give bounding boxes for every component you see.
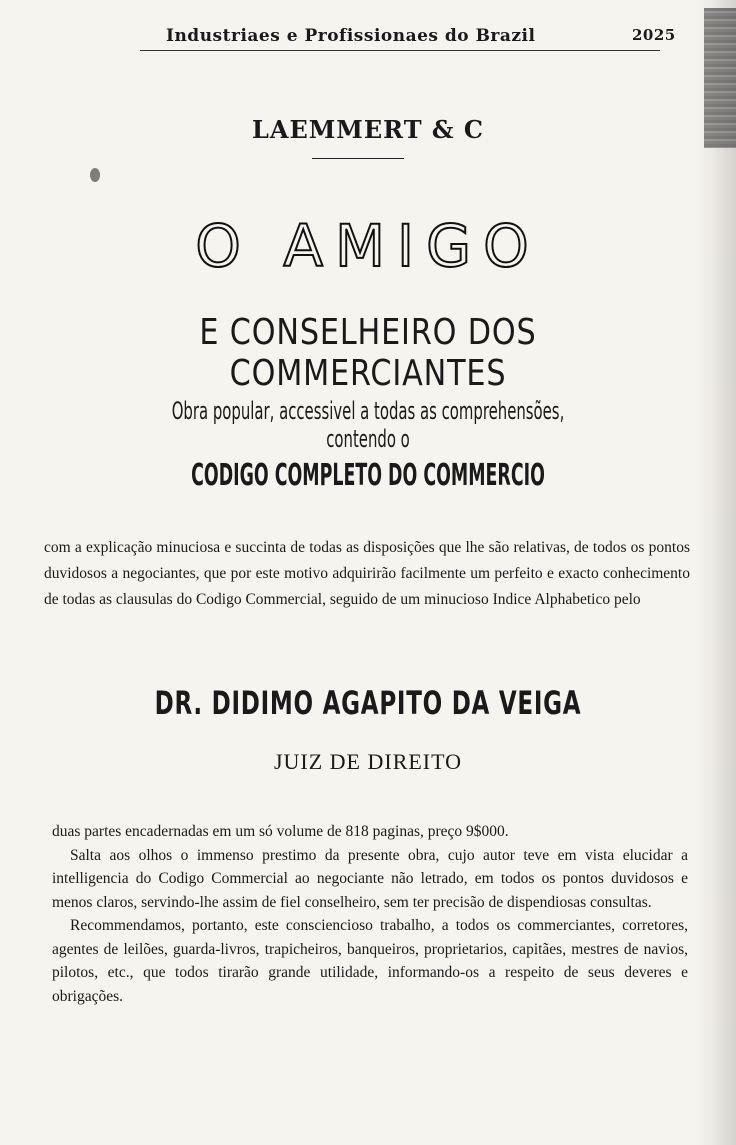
book-subtitle: E CONSELHEIRO DOS COMMERCIANTES	[199, 312, 537, 394]
publisher-name: LAEMMERT & C	[251, 115, 485, 144]
author-name: DR. DIDIMO AGAPITO DA VEIGA	[154, 684, 582, 722]
book-tagline: Obra popular, accessivel a todas as comprehensões, contendo o	[171, 397, 565, 453]
author-title: JUIZ DE DIREITO	[273, 749, 463, 774]
running-title: Industriaes e Profissionaes do Brazil	[166, 26, 536, 46]
description-text: com a explicação minuciosa e succinta de todas as disposições que lhe são relativas, de todos os pontos duvidosos a negociantes, que por este motivo adquirirão facilmente um perfeito e exacto conhecimento de todas as clausulas do Codigo Commercial, seguido de um minucioso Indice Alphabetico pelo	[44, 539, 690, 608]
book-description	[44, 535, 690, 613]
page-edge-shadow	[696, 0, 736, 1145]
book-code-title: CODIGO COMPLETO DO COMMERCIO	[191, 458, 545, 493]
edition-line: duas partes encadernadas em um só volume de 818 paginas, preço 9$000.	[52, 823, 509, 840]
body-paragraph-1: Salta aos olhos o immenso prestimo da presente obra, cujo autor teve em vista elucidar a intelligencia do Codigo Commercial ao negociante não letrado, em todos os pontos duvidosos e menos claros, servindo-lhe assim de fiel conselheiro, sem ter precisão de dispendiosas consultas.	[52, 846, 688, 911]
header-rule	[140, 50, 660, 51]
body-paragraph-2: Recommendamos, portanto, este consciencioso trabalho, a todos os commerciantes, corretores, agentes de leilões, guarda-livros, trapicheiros, banqueiros, proprietarios, capitães, mestres de navios, pilotos, etc., que todos tirarão grande utilidade, informando-os a respeito de seus deveres e obrigações.	[52, 917, 688, 1005]
ink-blot	[90, 168, 100, 182]
page-number: 2025	[632, 26, 676, 44]
publisher-rule	[312, 158, 404, 159]
book-title: O AMIGO	[195, 212, 541, 280]
advertisement-body	[52, 820, 688, 1008]
